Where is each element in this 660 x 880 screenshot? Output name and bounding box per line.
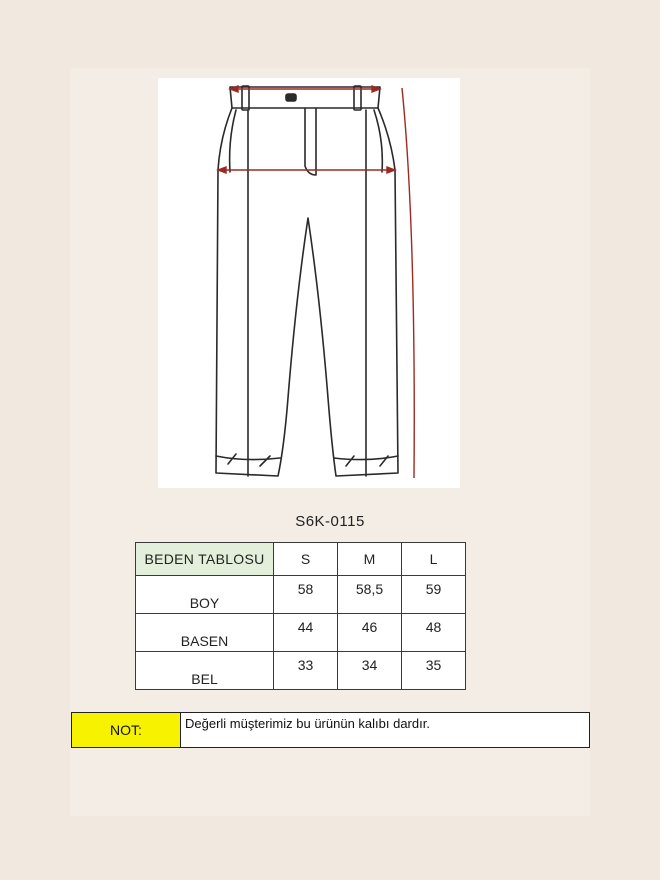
table-cell: 34 [338, 652, 402, 690]
table-cell: 44 [274, 614, 338, 652]
table-cell: 46 [338, 614, 402, 652]
note-text: Değerli müşterimiz bu ürünün kalıbı dardır. [185, 716, 430, 731]
waistband-outline [230, 87, 380, 108]
hip-arrow-right-icon [387, 167, 395, 173]
hip-arrow-left-icon [218, 167, 226, 173]
row-label-boy: BOY [136, 576, 274, 614]
model-code: S6K-0115 [295, 513, 365, 530]
size-header-m: M [338, 543, 402, 576]
table-header-label: BEDEN TABLOSU [136, 543, 274, 576]
waist-button-icon [286, 94, 296, 101]
table-cell: 58,5 [338, 576, 402, 614]
length-measure-line [402, 88, 414, 478]
table-cell: 59 [402, 576, 466, 614]
table-cell: 35 [402, 652, 466, 690]
row-label-bel: BEL [136, 652, 274, 690]
row-label-basen: BASEN [136, 614, 274, 652]
table-header-row [136, 543, 466, 576]
fly-seam [305, 108, 316, 175]
note-box [71, 712, 590, 748]
size-chart-table [135, 542, 466, 690]
table-cell: 48 [402, 614, 466, 652]
pocket-left [230, 110, 236, 172]
table-cell: 58 [274, 576, 338, 614]
pocket-right [374, 110, 382, 172]
trouser-measurement-illustration [158, 78, 460, 488]
table-row [136, 614, 466, 652]
size-header-l: L [402, 543, 466, 576]
trouser-outline [216, 108, 398, 476]
table-row [136, 576, 466, 614]
size-header-s: S [274, 543, 338, 576]
table-row [136, 652, 466, 690]
table-cell: 33 [274, 652, 338, 690]
note-label: NOT: [72, 713, 181, 747]
